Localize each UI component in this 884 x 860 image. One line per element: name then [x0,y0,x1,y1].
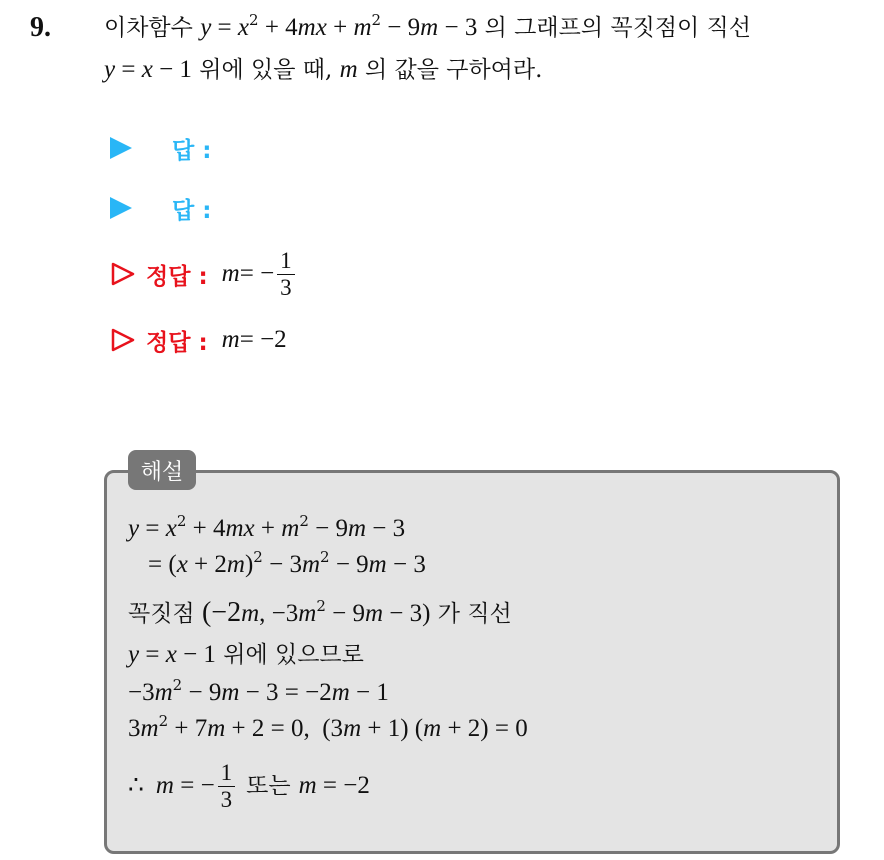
correct-label: 정답 : [146,263,208,290]
exponent: 2 [299,512,309,530]
solution-text: 또는 [246,773,291,799]
op: + 2 = 0, (3 [225,715,344,742]
var: m [298,772,317,799]
question-line-1 [104,12,751,44]
op: = [139,515,166,542]
play-triangle-icon [110,137,132,159]
op: −3 [128,679,155,706]
term: − 3 [438,14,478,41]
op: − 9 [329,551,369,578]
var: m [241,600,260,627]
outline-triangle-icon [110,327,136,353]
var: m [207,715,226,742]
therefore-symbol: ∴ [128,772,144,799]
denominator: 3 [280,274,292,300]
op: = − [173,772,215,799]
var: m [140,715,159,742]
var: m [343,715,362,742]
plus-sign: + [326,14,354,41]
var-y: y [200,14,212,41]
solution-tag: 해설 [128,450,196,490]
eq-sign: = −2 [239,326,287,353]
var: mx [225,515,255,542]
solution-line-7 [128,758,370,814]
var: y [128,641,140,668]
var: m [281,515,300,542]
eq-sign: = [115,56,142,83]
var-m: m [353,14,372,41]
var-m: m [221,260,240,287]
question-text: 위에 있을 때, [199,57,333,83]
op: + 7 [168,715,208,742]
var: x [176,551,188,578]
var: x [165,515,177,542]
correct-answer-row-1 [110,248,298,300]
var: m [155,772,174,799]
var: m [364,600,384,627]
op: = [139,641,166,668]
op: + 2 [187,551,227,578]
correct-answer-row-2 [110,320,287,360]
question-text: 의 값을 구하여라. [364,57,543,83]
question-text: 이차함수 [104,15,193,41]
op: + [254,515,282,542]
op: 3 [128,715,141,742]
term: − 1 [152,56,192,83]
var: m [298,600,317,627]
fraction [277,248,295,301]
fraction [218,760,236,813]
op: − 3) [383,600,431,627]
op: − 3 [366,515,406,542]
solution-line-2 [148,548,426,582]
solution-line-3 [128,596,512,631]
exponent: 2 [371,11,382,29]
var: m [226,551,245,578]
op: − 3 [262,551,302,578]
var-m: m [420,14,439,41]
answer-row-2 [110,188,211,228]
exponent: 2 [253,548,263,566]
op: − 9 [325,600,365,627]
op: − 9 [308,515,348,542]
op: (−2 [201,597,242,628]
solution-line-6 [128,712,528,746]
var: m [331,679,350,706]
answer-label: 답 : [172,137,212,164]
op: − 1 [176,641,216,668]
answer-label: 답 : [172,197,212,224]
play-triangle-icon [110,197,132,219]
question-text: 의 그래프의 꼭짓점이 직선 [484,15,751,41]
question-line-2 [104,54,542,86]
op: = −2 [316,772,370,799]
var-m: m [221,326,240,353]
op: ) [244,551,254,578]
solution-line-1 [128,512,405,546]
var: m [301,551,321,578]
question-number: 9. [30,12,51,43]
var-x: x [237,14,250,41]
exponent: 2 [176,512,187,530]
numerator: 1 [218,760,236,787]
denominator: 3 [220,786,233,812]
answer-row-1 [110,128,211,168]
solution-text: 위에 있으므로 [223,642,364,668]
solution-text: 꼭짓점 [128,601,195,627]
solution-text: 가 직선 [437,601,512,627]
op: − 9 [182,679,222,706]
exponent: 2 [158,712,169,730]
op: − 3 = −2 [239,679,332,706]
op: = ( [148,551,177,578]
var: m [347,515,367,542]
term: + 4 [258,14,298,41]
outline-triangle-icon [110,261,136,287]
correct-label: 정답 : [146,329,208,356]
eq-sign: = [211,14,238,41]
exponent: 2 [249,11,259,29]
op: , −3 [259,600,299,627]
op: − 3 [386,551,426,578]
var: y [128,515,140,542]
solution-line-4 [128,638,364,672]
var: m [221,679,240,706]
op: + 4 [186,515,226,542]
eq-sign: = − [239,260,275,287]
var: m [423,715,442,742]
var-x: x [141,56,153,83]
solution-line-5 [128,676,389,710]
op: + 1) ( [361,715,424,742]
exponent: 2 [320,548,330,566]
exponent: 2 [172,676,183,694]
exponent: 2 [316,597,326,615]
var-y: y [104,56,116,83]
var-m: m [339,56,358,83]
var-mx: mx [297,14,327,41]
var: m [368,551,387,578]
numerator: 1 [277,248,295,275]
var: m [154,679,173,706]
op: + 2) = 0 [441,715,528,742]
op: − 1 [349,679,389,706]
var: x [165,641,177,668]
term: − 9 [381,14,421,41]
